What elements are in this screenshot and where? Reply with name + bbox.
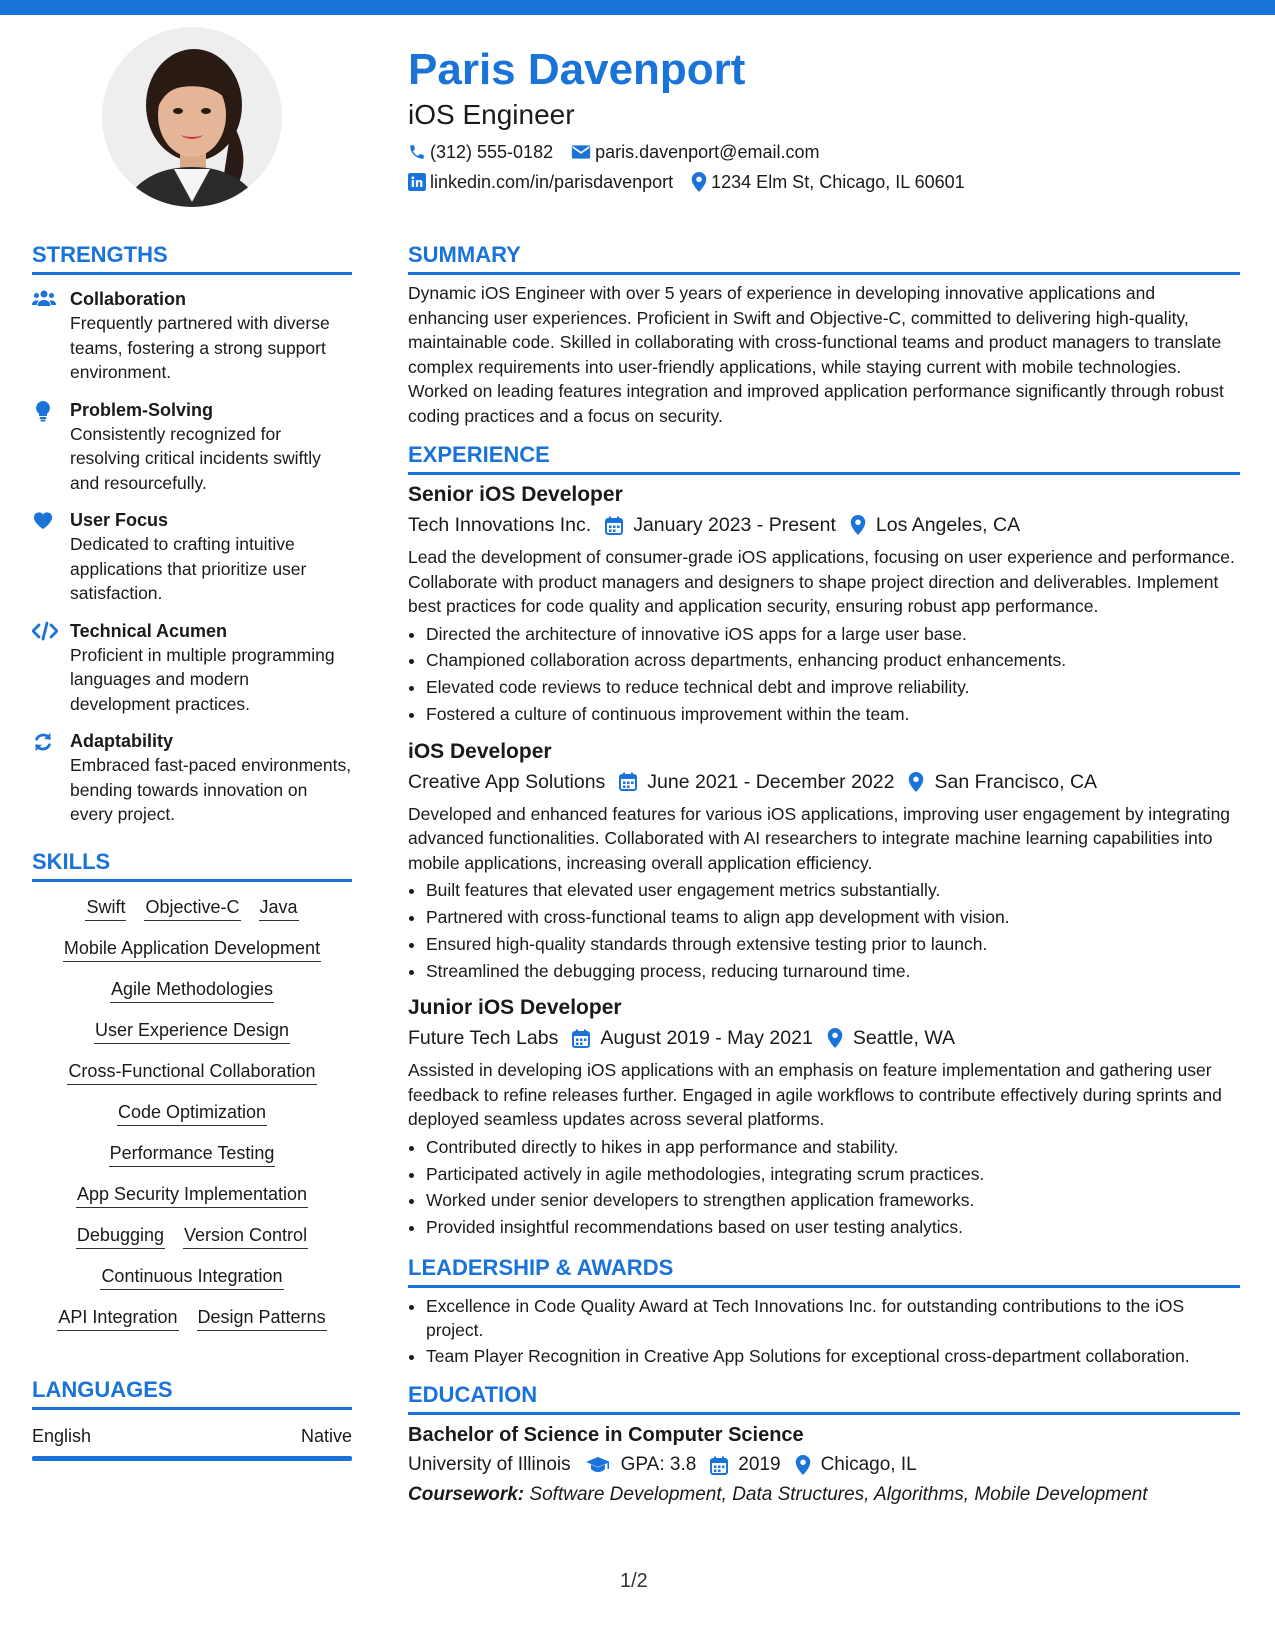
address-text: 1234 Elm St, Chicago, IL 60601: [711, 171, 965, 192]
skill-tag: User Experience Design: [94, 1017, 290, 1044]
lightbulb-icon: [32, 400, 54, 422]
strengths-heading: STRENGTHS: [32, 240, 352, 275]
strength-item: [32, 508, 352, 606]
strength-title: User Focus: [70, 510, 169, 530]
leadership-list: [408, 1294, 1240, 1368]
list-item: • Partnered with cross-functional teams to align app development with vision.: [426, 904, 1240, 931]
job-company: Creative App Solutions: [408, 770, 606, 793]
job-company: Tech Innovations Inc.: [408, 514, 592, 536]
skill-tag: Version Control: [183, 1222, 308, 1249]
contact-row-1: [408, 140, 1238, 164]
contact-phone[interactable]: [408, 142, 553, 163]
summary-heading: SUMMARY: [408, 240, 1240, 275]
job-dates-wrap: [605, 511, 836, 539]
strength-title: Problem-Solving: [70, 399, 214, 420]
list-item: • Elevated code reviews to reduce technical debt and improve reliability.: [426, 674, 1240, 701]
list-item: • Worked under senior developers to strengthen application frameworks.: [426, 1187, 1240, 1214]
language-item: [32, 1424, 352, 1448]
job-location-wrap: [850, 511, 1020, 539]
calendar-icon: [619, 772, 637, 791]
job-dates: June 2021 - December 2022: [647, 770, 895, 793]
skill-tag: Continuous Integration: [100, 1263, 283, 1290]
job-meta: [408, 768, 1240, 796]
job-bullets: [408, 621, 1240, 728]
profile-photo: [102, 27, 282, 207]
education-meta: [408, 1451, 1240, 1479]
candidate-role: iOS Engineer: [408, 99, 575, 130]
strength-title: Collaboration: [70, 289, 186, 309]
job-bullets: [408, 877, 1240, 984]
heart-icon: [32, 510, 54, 530]
strength-text: Dedicated to crafting intuitive applications that prioritize user satisfaction.: [70, 534, 307, 603]
list-item: • Built features that elevated user engagement metrics substantially.: [426, 877, 1240, 904]
page-number: 1/2: [620, 1570, 648, 1592]
calendar-icon: [572, 1029, 590, 1048]
list-item: • Directed the architecture of innovative iOS apps for a large user base.: [426, 621, 1240, 648]
job-title: Senior iOS Developer: [408, 483, 623, 506]
coursework-text: Software Development, Data Structures, Algorithms, Mobile Development: [529, 1484, 1148, 1506]
map-pin-icon: [691, 172, 707, 192]
users-icon: [32, 289, 56, 307]
right-column: [408, 240, 1240, 1509]
strength-text: Embraced fast-paced environments, bending towards innovation on every project.: [70, 755, 352, 824]
list-item: • Fostered a culture of continuous improvement within the team.: [426, 701, 1240, 728]
skill-tag: Swift: [85, 894, 126, 921]
job-location: Los Angeles, CA: [875, 514, 1021, 536]
map-pin-icon: [827, 1028, 843, 1048]
list-item: • Streamlined the debugging process, reducing turnaround time.: [426, 958, 1240, 985]
skill-tag: Performance Testing: [109, 1140, 276, 1167]
strength-item: [32, 287, 352, 385]
strength-text: Proficient in multiple programming languages and modern development practices.: [70, 644, 335, 714]
skill-tag: Objective-C: [144, 894, 240, 921]
coursework-label: Coursework:: [408, 1484, 525, 1506]
job-location-wrap: [827, 1024, 955, 1052]
strength-title: Adaptability: [70, 731, 174, 751]
job-bullets: [408, 1134, 1240, 1241]
list-item: • Participated actively in agile methodologies, integrating scrum practices.: [426, 1161, 1240, 1188]
email-text: paris.davenport@email.com: [595, 141, 820, 162]
experience-heading: EXPERIENCE: [408, 440, 1240, 475]
skill-tag: Debugging: [76, 1222, 165, 1249]
skill-tag: API Integration: [57, 1304, 178, 1331]
skill-tag: Design Patterns: [197, 1304, 327, 1331]
calendar-icon: [710, 1456, 728, 1475]
strength-title: Technical Acumen: [70, 620, 228, 641]
map-pin-icon: [908, 772, 924, 792]
strength-item: [32, 398, 352, 496]
contact-row-2: [408, 170, 1238, 194]
edu-location-wrap: [795, 1451, 917, 1479]
graduation-cap-icon: [585, 1456, 611, 1474]
linkedin-text: linkedin.com/in/parisdavenport: [430, 171, 674, 192]
job-dates: January 2023 - Present: [633, 514, 836, 536]
education-heading: EDUCATION: [408, 1380, 1240, 1415]
contact-email[interactable]: [571, 142, 819, 163]
language-proficiency-bar: [32, 1456, 352, 1461]
list-item: • Excellence in Code Quality Award at Tech Innovations Inc. for outstanding contributions to the iOS project.: [426, 1294, 1240, 1342]
education-location: Chicago, IL: [820, 1454, 917, 1476]
email-icon: [571, 143, 591, 161]
job-entry: [408, 994, 1240, 1241]
strength-text: Consistently recognized for resolving critical incidents swiftly and resourcefully.: [70, 423, 321, 493]
job-description: Lead the development of consumer-grade iOS applications, focusing on user experience and performance. Collaborate with product managers and designers to shape project direction and deliverables. Implement best practices for code quality and application security, ensuring robust app performance.: [408, 547, 1235, 616]
skill-tag: App Security Implementation: [76, 1181, 308, 1208]
phone-icon: [408, 143, 426, 161]
resume-header: [408, 42, 1238, 194]
skills-list: [32, 894, 352, 1331]
map-pin-icon: [795, 1455, 811, 1475]
job-company: Future Tech Labs: [408, 1027, 559, 1050]
sync-icon: [32, 731, 54, 753]
list-item: • Ensured high-quality standards through extensive testing prior to launch.: [426, 931, 1240, 958]
top-accent-bar: [0, 0, 1275, 15]
linkedin-icon: [408, 173, 426, 191]
job-meta: [408, 511, 1240, 539]
list-item: • Provided insightful recommendations based on user testing analytics.: [426, 1214, 1240, 1241]
language-level: Native: [300, 1425, 352, 1446]
skill-tag: Mobile Application Development: [63, 935, 321, 962]
job-description: Assisted in developing iOS applications with an emphasis on feature implementation and gathering user feedback to refine releases further. Engaged in agile workflows to contribute effectively during sprints and deployed seamless updates across several platforms.: [408, 1060, 1222, 1130]
skill-tag: Code Optimization: [117, 1099, 267, 1126]
school-name: University of Illinois: [408, 1454, 571, 1476]
job-description: Developed and enhanced features for various iOS applications, improving user engagement by integrating advanced functionalities. Collaborated with AI researchers to integrate machine learning capabilities into mobile applications, increasing overall application efficiency.: [408, 803, 1231, 873]
gpa: GPA: 3.8: [620, 1454, 697, 1476]
strength-text: Frequently partnered with diverse teams, fostering a strong support environment.: [70, 313, 330, 382]
job-location: Seattle, WA: [852, 1027, 956, 1050]
calendar-icon: [605, 516, 623, 535]
skills-heading: SKILLS: [32, 847, 352, 882]
job-location: San Francisco, CA: [934, 770, 1098, 793]
coursework: [408, 1481, 1240, 1509]
language-name: English: [32, 1425, 92, 1446]
summary-text: Dynamic iOS Engineer with over 5 years of experience in developing innovative applications and enhancing user experiences. Proficient in Swift and Objective-C, committed to delivering high-quality, maintainable code. Skilled in collaborating with cross-functional teams and product managers to translate complex requirements into user-friendly applications, while staying current with mobile technologies. Worked on leading features integration and improved application performance significantly through robust coding practices and a focus on security.: [408, 283, 1224, 426]
contact-address: [691, 172, 965, 193]
code-icon: [32, 621, 58, 641]
list-item: • Team Player Recognition in Creative App Solutions for exceptional cross-department collaboration.: [426, 1344, 1240, 1368]
year-wrap: [710, 1451, 780, 1479]
candidate-name: Paris Davenport: [408, 45, 746, 94]
job-location-wrap: [908, 768, 1097, 796]
job-dates-wrap: [619, 768, 894, 796]
skill-tag: Agile Methodologies: [110, 976, 274, 1003]
job-dates-wrap: [572, 1024, 812, 1052]
graduation-year: 2019: [738, 1454, 781, 1476]
list-item: • Championed collaboration across departments, enhancing product enhancements.: [426, 647, 1240, 674]
gpa-wrap: [585, 1451, 697, 1479]
job-entry: [408, 481, 1240, 728]
job-title: Junior iOS Developer: [408, 996, 622, 1020]
languages-heading: LANGUAGES: [32, 1375, 352, 1410]
list-item: • Contributed directly to hikes in app performance and stability.: [426, 1134, 1240, 1161]
skill-tag: Cross-Functional Collaboration: [67, 1058, 316, 1085]
map-pin-icon: [850, 515, 866, 535]
left-column: [32, 240, 352, 1461]
strength-item: [32, 619, 352, 717]
strength-item: [32, 729, 352, 827]
phone-text: (312) 555-0182: [430, 141, 554, 162]
job-meta: [408, 1024, 1240, 1052]
skill-tag: Java: [259, 894, 299, 921]
contact-linkedin[interactable]: [408, 172, 673, 193]
leadership-heading: LEADERSHIP & AWARDS: [408, 1253, 1240, 1288]
job-entry: [408, 738, 1240, 985]
job-title: iOS Developer: [408, 739, 552, 763]
job-dates: August 2019 - May 2021: [600, 1027, 813, 1050]
degree-title: Bachelor of Science in Computer Science: [408, 1424, 804, 1447]
